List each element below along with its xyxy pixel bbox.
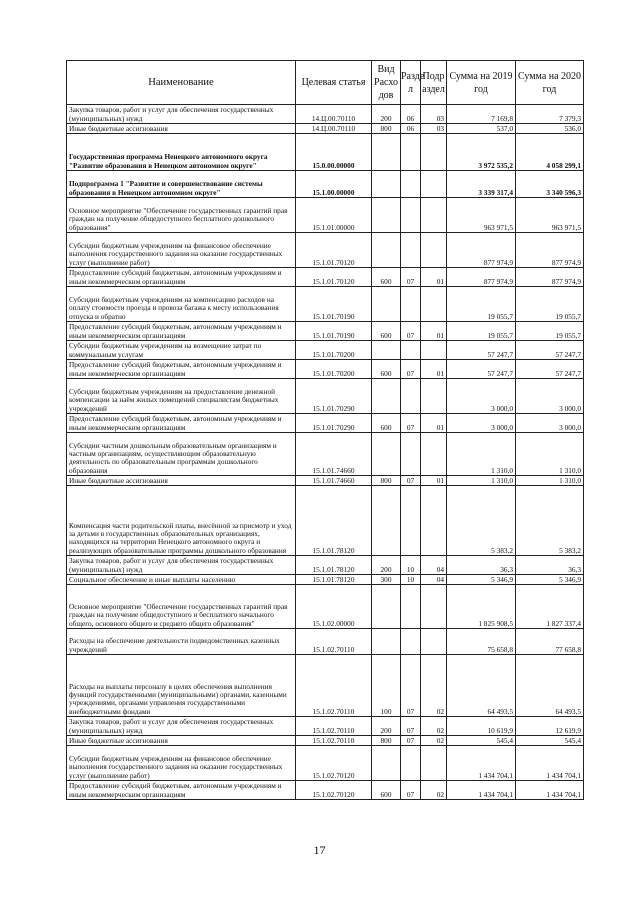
cell-expense-type: 800 [372, 124, 401, 134]
table-row [67, 268, 584, 287]
cell-name: Иные бюджетные ассигнования [67, 124, 296, 134]
table-row [67, 655, 584, 717]
cell-sum-2019: 57 247,7 [447, 360, 516, 379]
cell-expense-type: 600 [372, 322, 401, 341]
cell-sum-2020: 7 379,3 [516, 105, 584, 124]
cell-sum-2019: 537,0 [447, 124, 516, 134]
cell-section: 07 [401, 781, 421, 800]
cell-sum-2019: 75 658,8 [447, 629, 516, 655]
cell-sum-2020: 3 000,0 [516, 379, 584, 414]
cell-name: Иные бюджетные ассигнования [67, 476, 296, 486]
cell-subsection [421, 233, 447, 268]
table-row [67, 736, 584, 746]
cell-section: 06 [401, 105, 421, 124]
table-row [67, 629, 584, 655]
cell-section: 06 [401, 124, 421, 134]
cell-target: 15.1.01.78120 [296, 486, 372, 556]
cell-subsection [421, 341, 447, 360]
cell-subsection [421, 486, 447, 556]
cell-expense-type: 800 [372, 476, 401, 486]
cell-name: Закупка товаров, работ и услуг для обеспечения государственных (муниципальных) нужд [67, 717, 296, 736]
cell-expense-type [372, 746, 401, 781]
cell-sum-2020: 545,4 [516, 736, 584, 746]
table-row [67, 360, 584, 379]
cell-target: 15.1.01.78120 [296, 556, 372, 575]
cell-name: Государственная программа Ненецкого автономного округа "Развитие образования в Ненецком автономном округе" [67, 134, 296, 171]
cell-sum-2020: 877 974,9 [516, 233, 584, 268]
cell-subsection [421, 746, 447, 781]
cell-expense-type: 200 [372, 556, 401, 575]
cell-name: Закупка товаров, работ и услуг для обеспечения государственных (муниципальных) нужд [67, 105, 296, 124]
cell-name: Иные бюджетные ассигнования [67, 736, 296, 746]
cell-expense-type: 600 [372, 781, 401, 800]
cell-target: 15.1.02.70110 [296, 717, 372, 736]
table-row [67, 287, 584, 322]
cell-expense-type: 300 [372, 575, 401, 585]
cell-subsection [421, 379, 447, 414]
cell-section [401, 233, 421, 268]
cell-sum-2020: 12 619,9 [516, 717, 584, 736]
cell-expense-type [372, 198, 401, 233]
cell-sum-2019: 963 971,5 [447, 198, 516, 233]
cell-sum-2020: 3 000,0 [516, 414, 584, 433]
cell-subsection [421, 134, 447, 171]
table-row [67, 171, 584, 198]
cell-name: Закупка товаров, работ и услуг для обеспечения государственных (муниципальных) нужд [67, 556, 296, 575]
cell-expense-type: 600 [372, 268, 401, 287]
header-target: Целевая статья [296, 61, 372, 105]
cell-name: Предоставление субсидий бюджетным, автономным учреждениям и иным некоммерческим организациям [67, 360, 296, 379]
cell-section [401, 134, 421, 171]
table-row [67, 556, 584, 575]
cell-sum-2019: 877 974,9 [447, 268, 516, 287]
cell-target: 15.1.01.74660 [296, 476, 372, 486]
cell-subsection: 03 [421, 105, 447, 124]
cell-target: 14.Ц.00.70110 [296, 105, 372, 124]
cell-expense-type [372, 233, 401, 268]
cell-expense-type [372, 287, 401, 322]
cell-name: Социальное обеспечение и иные выплаты населению [67, 575, 296, 585]
table-row [67, 379, 584, 414]
cell-name: Предоставление субсидий бюджетным, автономным учреждениям и иным некоммерческим организациям [67, 781, 296, 800]
cell-sum-2020: 1 310,0 [516, 476, 584, 486]
cell-subsection: 02 [421, 717, 447, 736]
cell-subsection: 03 [421, 124, 447, 134]
cell-sum-2019: 3 972 535,2 [447, 134, 516, 171]
cell-target: 15.1.01.00000 [296, 198, 372, 233]
cell-target: 15.1.01.70290 [296, 379, 372, 414]
cell-sum-2020: 57 247,7 [516, 360, 584, 379]
cell-section [401, 746, 421, 781]
cell-sum-2019: 7 169,8 [447, 105, 516, 124]
header-subsection: Подр аздел [421, 61, 447, 105]
cell-expense-type [372, 585, 401, 629]
cell-target: 15.0.00.00000 [296, 134, 372, 171]
cell-subsection: 04 [421, 575, 447, 585]
cell-sum-2019: 19 055,7 [447, 287, 516, 322]
cell-sum-2019: 1 434 704,1 [447, 746, 516, 781]
cell-section: 07 [401, 736, 421, 746]
table-row [67, 486, 584, 556]
cell-sum-2020: 19 055,7 [516, 322, 584, 341]
cell-sum-2020: 536,0 [516, 124, 584, 134]
cell-sum-2019: 5 383,2 [447, 486, 516, 556]
table-row [67, 433, 584, 476]
cell-subsection [421, 585, 447, 629]
cell-target: 15.1.01.78120 [296, 575, 372, 585]
cell-subsection: 01 [421, 414, 447, 433]
cell-sum-2020: 1 434 704,1 [516, 746, 584, 781]
cell-sum-2019: 5 346,9 [447, 575, 516, 585]
cell-expense-type [372, 433, 401, 476]
cell-name: Субсидии бюджетным учреждениям на возмещение затрат по коммунальным услугам [67, 341, 296, 360]
cell-target: 15.1.01.74660 [296, 433, 372, 476]
table-row [67, 476, 584, 486]
table-row [67, 322, 584, 341]
cell-expense-type: 200 [372, 717, 401, 736]
cell-subsection: 01 [421, 322, 447, 341]
cell-section [401, 341, 421, 360]
cell-expense-type [372, 341, 401, 360]
cell-section [401, 433, 421, 476]
cell-sum-2020: 1 434 704,1 [516, 781, 584, 800]
cell-target: 15.1.02.70110 [296, 629, 372, 655]
cell-section [401, 171, 421, 198]
cell-name: Расходы на выплаты персоналу в целях обеспечения выполнения функций государственными (муниципальными) органами, казенными учреждениями, органами управления государственными внебюджетными фондами [67, 655, 296, 717]
cell-sum-2020: 1 827 337,4 [516, 585, 584, 629]
cell-sum-2020: 3 340 596,3 [516, 171, 584, 198]
cell-subsection: 02 [421, 655, 447, 717]
cell-target: 15.1.01.70190 [296, 287, 372, 322]
header-type: Вид Расхо дов [372, 61, 401, 105]
cell-sum-2020: 77 658,8 [516, 629, 584, 655]
cell-sum-2019: 36,3 [447, 556, 516, 575]
cell-sum-2019: 1 310,0 [447, 433, 516, 476]
cell-target: 15.1.02.70110 [296, 655, 372, 717]
cell-target: 15.1.02.00000 [296, 585, 372, 629]
cell-sum-2019: 1 825 908,5 [447, 585, 516, 629]
cell-subsection [421, 198, 447, 233]
header-sum-2020: Сумма на 2020 год [516, 61, 584, 105]
table-row [67, 575, 584, 585]
cell-section [401, 629, 421, 655]
cell-sum-2020: 4 058 299,1 [516, 134, 584, 171]
cell-subsection: 02 [421, 781, 447, 800]
cell-target: 15.1.01.70120 [296, 233, 372, 268]
cell-expense-type [372, 379, 401, 414]
cell-subsection [421, 171, 447, 198]
cell-section [401, 486, 421, 556]
cell-sum-2019: 64 493,5 [447, 655, 516, 717]
cell-subsection: 04 [421, 556, 447, 575]
page-number: 17 [313, 843, 326, 857]
cell-sum-2019: 1 310,0 [447, 476, 516, 486]
cell-sum-2020: 64 493,5 [516, 655, 584, 717]
cell-name: Основное мероприятие "Обеспечение государственных гарантий прав граждан на получение общедоступного и бесплатного начального общего, основного общего и среднего общего образования" [67, 585, 296, 629]
table-body [67, 105, 584, 800]
table-row [67, 585, 584, 629]
cell-section: 07 [401, 717, 421, 736]
cell-target: 15.1.00.00000 [296, 171, 372, 198]
cell-sum-2020: 877 974,9 [516, 268, 584, 287]
cell-sum-2019: 545,4 [447, 736, 516, 746]
cell-expense-type: 100 [372, 655, 401, 717]
header-sum-2019: Сумма на 2019 год [447, 61, 516, 105]
table-row [67, 198, 584, 233]
cell-name: Предоставление субсидий бюджетным, автономным учреждениям и иным некоммерческим организациям [67, 268, 296, 287]
cell-section: 07 [401, 360, 421, 379]
cell-name: Основное мероприятие "Обеспечение государственных гарантий прав граждан на получение общедоступного бесплатного дошкольного образования" [67, 198, 296, 233]
header-name: Наименование [67, 61, 296, 105]
cell-sum-2020: 19 055,7 [516, 287, 584, 322]
cell-section: 07 [401, 414, 421, 433]
cell-sum-2020: 5 383,2 [516, 486, 584, 556]
cell-section: 10 [401, 556, 421, 575]
table-row [67, 341, 584, 360]
cell-subsection [421, 287, 447, 322]
header-section: Разде л [401, 61, 421, 105]
cell-name: Расходы на обеспечение деятельности подведомственных казенных учреждений [67, 629, 296, 655]
cell-target: 15.1.02.70120 [296, 746, 372, 781]
cell-sum-2019: 57 247,7 [447, 341, 516, 360]
table-row [67, 414, 584, 433]
cell-name: Субсидии бюджетным учреждениям на финансовое обеспечение выполнения государственного задания на оказание государственных услуг (выполнение работ) [67, 233, 296, 268]
cell-expense-type: 800 [372, 736, 401, 746]
cell-name: Субсидии бюджетным учреждениям на предоставление денежной компенсации за наём жилых помещений специалистам бюджетных учреждений [67, 379, 296, 414]
cell-section: 07 [401, 322, 421, 341]
cell-sum-2020: 36,3 [516, 556, 584, 575]
cell-section: 07 [401, 655, 421, 717]
cell-sum-2019: 3 339 317,4 [447, 171, 516, 198]
cell-sum-2019: 877 974,9 [447, 233, 516, 268]
table-row [67, 124, 584, 134]
cell-sum-2020: 5 346,9 [516, 575, 584, 585]
table-row [67, 781, 584, 800]
table-row [67, 233, 584, 268]
cell-name: Предоставление субсидий бюджетным, автономным учреждениям и иным некоммерческим организациям [67, 414, 296, 433]
cell-sum-2020: 1 310,0 [516, 433, 584, 476]
cell-target: 15.1.01.70120 [296, 268, 372, 287]
cell-section [401, 585, 421, 629]
cell-subsection: 01 [421, 476, 447, 486]
cell-subsection [421, 629, 447, 655]
table-row [67, 105, 584, 124]
cell-target: 15.1.01.70290 [296, 414, 372, 433]
cell-section: 07 [401, 268, 421, 287]
cell-sum-2019: 3 000,0 [447, 414, 516, 433]
cell-name: Предоставление субсидий бюджетным, автономным учреждениям и иным некоммерческим организациям [67, 322, 296, 341]
table-row [67, 134, 584, 171]
cell-name: Компенсация части родительской платы, внесённой за присмотр и уход за детьми в государственных образовательных организациях, находящихся на территории Ненецкого автономного округа и реализующих образовательные программы дошкольного образования [67, 486, 296, 556]
table-row [67, 717, 584, 736]
cell-name: Подпрограмма 1 "Развитие и совершенствование системы образования в Ненецком автономном округе" [67, 171, 296, 198]
cell-name: Субсидии бюджетным учреждениям на финансовое обеспечение выполнения государственного задания на оказание государственных услуг (выполнение работ) [67, 746, 296, 781]
cell-expense-type [372, 134, 401, 171]
cell-section [401, 287, 421, 322]
cell-expense-type: 200 [372, 105, 401, 124]
cell-expense-type [372, 486, 401, 556]
cell-section: 10 [401, 575, 421, 585]
cell-section: 07 [401, 476, 421, 486]
cell-name: Субсидии бюджетным учреждениям на компенсацию расходов на оплату стоимости проезда и провоза багажа к месту использования отпуска и обратно [67, 287, 296, 322]
budget-table [66, 60, 584, 800]
cell-sum-2020: 57 247,7 [516, 341, 584, 360]
cell-target: 15.1.01.70200 [296, 360, 372, 379]
cell-target: 15.1.02.70120 [296, 781, 372, 800]
table-header-row [67, 61, 584, 105]
cell-sum-2020: 963 971,5 [516, 198, 584, 233]
cell-target: 15.1.02.70110 [296, 736, 372, 746]
cell-expense-type [372, 171, 401, 198]
cell-expense-type: 600 [372, 414, 401, 433]
cell-subsection: 01 [421, 268, 447, 287]
cell-subsection: 01 [421, 360, 447, 379]
cell-sum-2019: 10 619,9 [447, 717, 516, 736]
cell-subsection [421, 433, 447, 476]
cell-target: 14.Ц.00.70110 [296, 124, 372, 134]
cell-expense-type: 600 [372, 360, 401, 379]
table-row [67, 746, 584, 781]
cell-sum-2019: 3 000,0 [447, 379, 516, 414]
cell-expense-type [372, 629, 401, 655]
cell-section [401, 198, 421, 233]
cell-section [401, 379, 421, 414]
cell-sum-2019: 1 434 704,1 [447, 781, 516, 800]
cell-target: 15.1.01.70200 [296, 341, 372, 360]
cell-name: Субсидии частным дошкольным образовательным организациям и частным организациям, осуществляющим образовательную деятельность по образовательным программам дошкольного образования [67, 433, 296, 476]
cell-target: 15.1.01.70190 [296, 322, 372, 341]
cell-subsection: 02 [421, 736, 447, 746]
cell-sum-2019: 19 055,7 [447, 322, 516, 341]
